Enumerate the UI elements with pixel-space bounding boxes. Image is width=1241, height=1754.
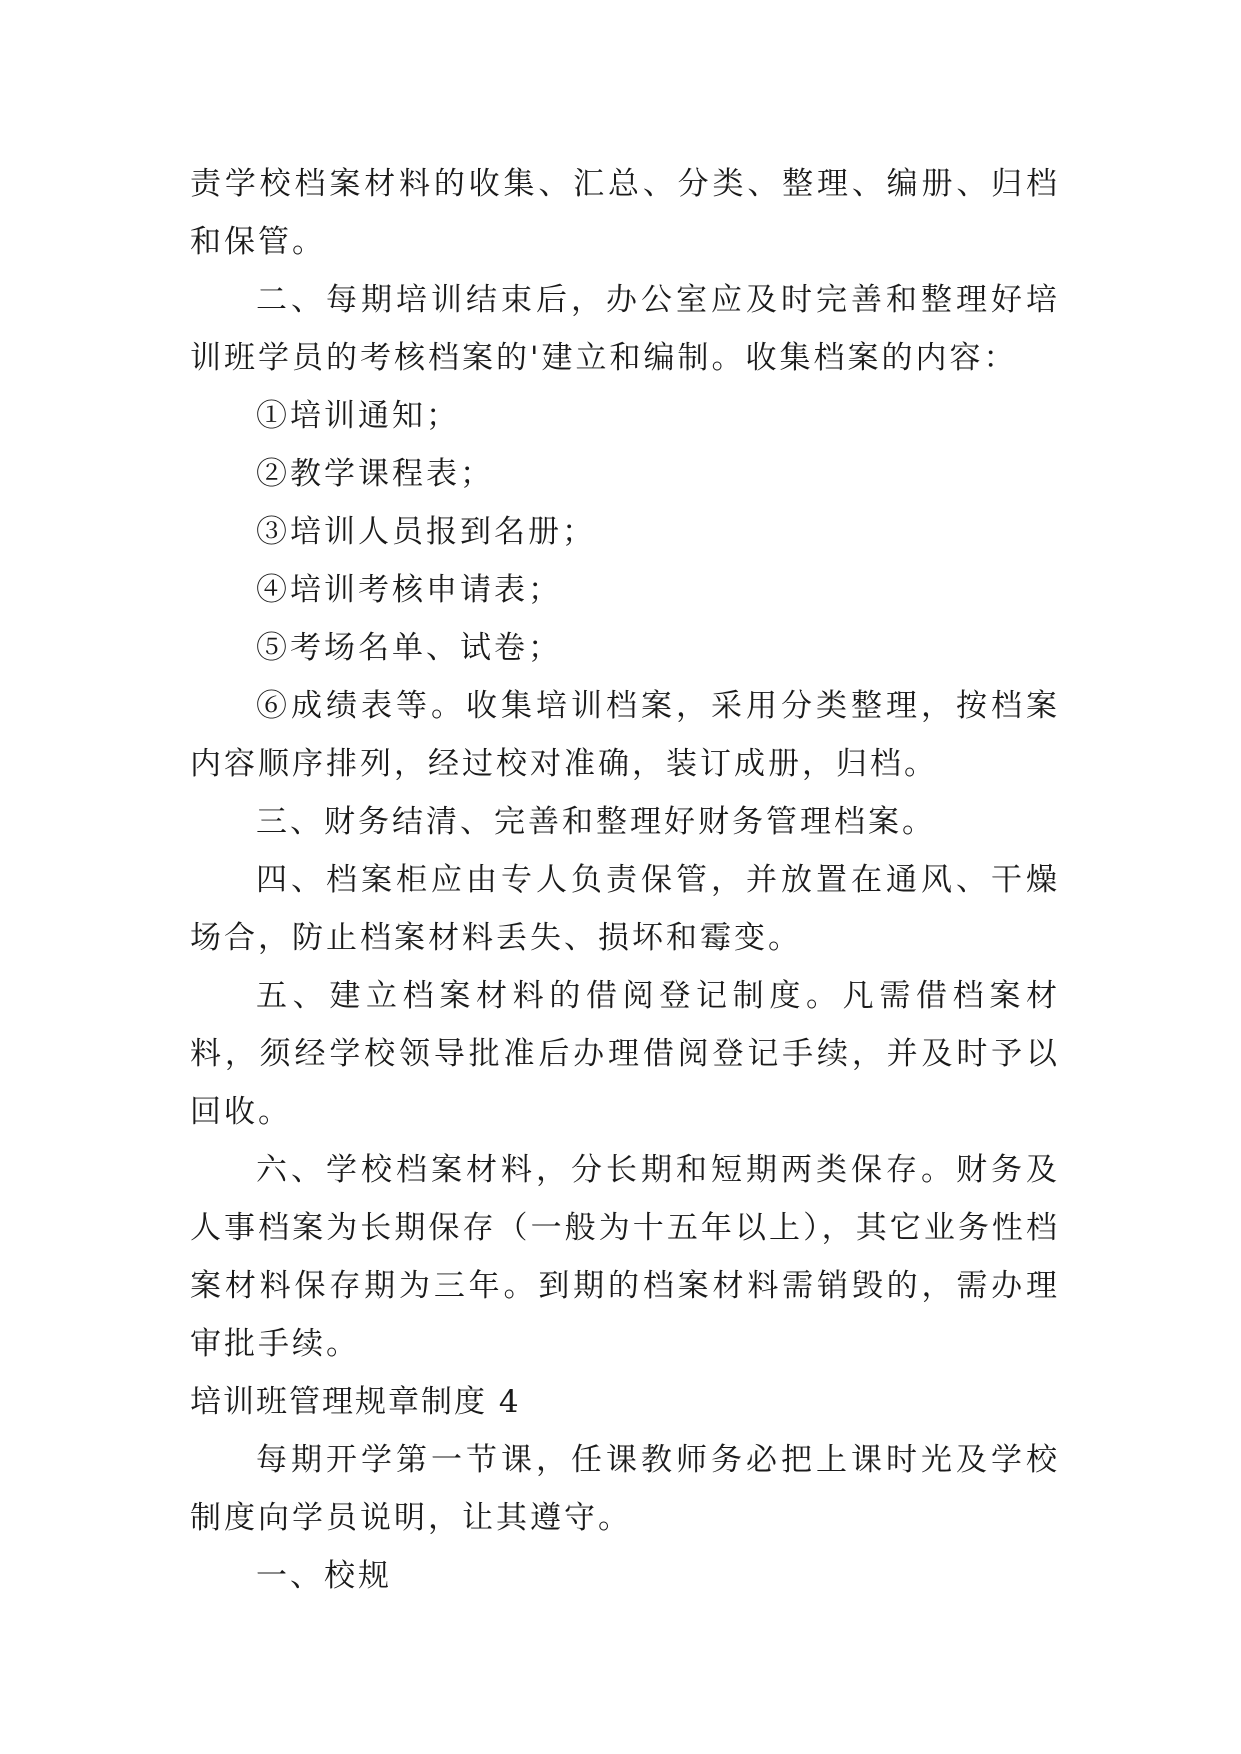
paragraph-rule-5: 五、建立档案材料的借阅登记制度。凡需借档案材料，须经学校领导批准后办理借阅登记手续，并及时予以回收。 (190, 978, 1060, 1130)
list-item-5: ⑤考场名单、试卷； (256, 630, 562, 666)
paragraph-rule-3: 三、财务结清、完善和整理好财务管理档案。 (256, 804, 936, 840)
paragraph-archive-duty: 责学校档案材料的收集、汇总、分类、整理、编册、归档和保管。 (190, 166, 1060, 260)
paragraph-first-class: 每期开学第一节课，任课教师务必把上课时光及学校制度向学员说明，让其遵守。 (190, 1442, 1060, 1536)
paragraph-rule-4: 四、档案柜应由专人负责保管，并放置在通风、干燥场合，防止档案材料丢失、损坏和霉变。 (190, 862, 1060, 956)
paragraph-rule-2: 二、每期培训结束后，办公室应及时完善和整理好培训班学员的考核档案的'建立和编制。收集档案的内容： (190, 282, 1060, 376)
list-item-3: ③培训人员报到名册； (256, 514, 596, 550)
section-heading: 培训班管理规章制度 4 (190, 1384, 521, 1420)
list-item-6: ⑥成绩表等。收集培训档案，采用分类整理，按档案内容顺序排列，经过校对准确，装订成册，归档。 (190, 688, 1060, 782)
paragraph-rule-6: 六、学校档案材料，分长期和短期两类保存。财务及人事档案为长期保存（一般为十五年以上），其它业务性档案材料保存期为三年。到期的档案材料需销毁的，需办理审批手续。 (190, 1152, 1060, 1362)
list-item-4: ④培训考核申请表； (256, 572, 562, 608)
subheading-school-rules: 一、校规 (256, 1558, 392, 1594)
list-item-1: ①培训通知； (256, 398, 460, 434)
document-body (190, 155, 1060, 1605)
list-item-2: ②教学课程表； (256, 456, 494, 492)
